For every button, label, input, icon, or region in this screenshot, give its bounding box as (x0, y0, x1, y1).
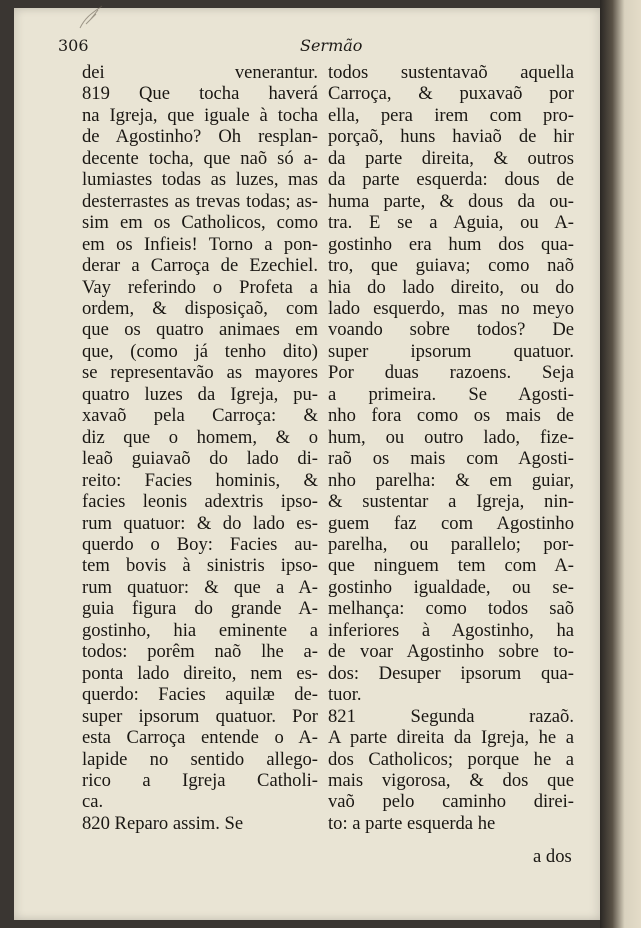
text-line: tra. E se a Aguia, ou A- (328, 212, 574, 234)
text-line: dos: Desuper ipsorum qua- (328, 662, 574, 684)
text-line: gostinho igualdade, ou se- (328, 576, 574, 598)
text-line: super ipsorum quatuor. (328, 340, 574, 362)
text-line: tro, que guiava; como naõ (328, 255, 574, 277)
text-line: sim em os Catholicos, como (82, 212, 318, 234)
text-line: parelha, ou parallelo; por- (328, 533, 574, 555)
text-line: todos: porêm naõ lhe a- (82, 641, 318, 663)
text-line: que os quatro animaes em (82, 319, 318, 341)
text-line: hia do lado direito, ou do (328, 276, 574, 298)
text-line: que, (como já tenho dito) (82, 340, 318, 362)
text-line: 821 Segunda razaõ. (328, 705, 574, 727)
text-line: de voar Agostinho sobre to- (328, 641, 574, 663)
text-line: todos sustentavaõ aquella (328, 62, 574, 83)
text-line: ordem, & disposiçaõ, com (82, 297, 318, 319)
book-spine (600, 0, 641, 928)
text-line: huma parte, & dous da ou- (328, 190, 574, 212)
ink-flourish-mark (76, 2, 106, 32)
text-line: de Agostinho? Oh resplan- (82, 126, 318, 148)
text-line: rum quatuor: & do lado es- (82, 512, 318, 534)
text-line: ella, pera irem com pro- (328, 104, 574, 126)
text-line: em os Infieis! Torno a pon- (82, 233, 318, 255)
text-line: Vay referindo o Profeta a (82, 276, 318, 298)
right-text-column (328, 62, 574, 834)
text-line: se representavão as mayores (82, 362, 318, 384)
text-line: lado esquerdo, mas no meyo (328, 297, 574, 319)
page-number: 306 (58, 36, 89, 55)
text-line: que ninguem tem com A- (328, 555, 574, 577)
text-line: lumiastes todas as luzes, mas (82, 169, 318, 191)
text-line: voando sobre todos? De (328, 319, 574, 341)
text-line: quatro luzes da Igreja, pu- (82, 383, 318, 405)
text-line: tuor. (328, 684, 362, 706)
text-line: rico a Igreja Catholi- (82, 769, 318, 791)
text-line: mais vigorosa, & dos que (328, 769, 574, 791)
text-line: inferiores à Agostinho, ha (328, 619, 574, 641)
text-line: reito: Facies hominis, & (82, 469, 318, 491)
text-line: to: a parte esquerda he (328, 812, 496, 834)
text-line: nho fora como os mais de (328, 405, 574, 427)
text-line: A parte direita da Igreja, he a (328, 727, 574, 749)
text-line: super ipsorum quatuor. Por (82, 705, 318, 727)
text-line: querdo: Facies aquilæ de- (82, 684, 318, 706)
text-line: decente tocha, que naõ só a- (82, 147, 318, 169)
page-header (58, 36, 578, 62)
text-line: dei venerantur. (82, 62, 318, 83)
text-line: ponta lado direito, nem es- (82, 662, 318, 684)
text-line: vaõ pelo caminho direi- (328, 791, 574, 813)
text-line: gostinho era hum dos qua- (328, 233, 574, 255)
text-line: 819 Que tocha haverá (82, 83, 318, 105)
text-line: porçaõ, huns haviaõ de hir (328, 126, 574, 148)
text-line: nho parelha: & em guiar, (328, 469, 574, 491)
text-line: ca. (82, 791, 104, 813)
text-line: 820 Reparo assim. Se (82, 812, 244, 834)
text-line: hum, ou outro lado, fize- (328, 426, 574, 448)
text-line: raõ os mais com Agosti- (328, 448, 574, 470)
text-line: esta Carroça entende o A- (82, 727, 318, 749)
text-line: a primeira. Se Agosti- (328, 383, 574, 405)
running-head: Sermão (300, 36, 363, 55)
text-line: lapide no sentido allego- (82, 748, 318, 770)
text-line: guia figura do grande A- (82, 598, 318, 620)
text-line: Por duas razoens. Seja (328, 362, 574, 384)
catchword: a dos (533, 846, 572, 867)
text-line: tem bovis à sinistris ipso- (82, 555, 318, 577)
text-line: rum quatuor: & que a A- (82, 576, 318, 598)
left-text-column (82, 62, 318, 834)
text-line: & sustentar a Igreja, nin- (328, 491, 574, 513)
text-line: xavaõ pela Carroça: & (82, 405, 318, 427)
text-line: guem faz com Agostinho (328, 512, 574, 534)
text-line: dos Catholicos; porque he a (328, 748, 574, 770)
text-line: querdo o Boy: Facies au- (82, 533, 318, 555)
text-line: leaõ guiavaõ do lado di- (82, 448, 318, 470)
text-line: diz que o homem, & o (82, 426, 318, 448)
text-line: desterrastes as trevas todas; as- (82, 190, 318, 212)
text-line: na Igreja, que iguale à tocha (82, 104, 318, 126)
text-line: da parte esquerda: dous de (328, 169, 574, 191)
text-line: melhança: como todos saõ (328, 598, 574, 620)
text-line: Carroça, & puxavaõ por (328, 83, 574, 105)
text-line: facies leonis adextris ipso- (82, 491, 318, 513)
text-line: da parte direita, & outros (328, 147, 574, 169)
text-line: gostinho, hia eminente a (82, 619, 318, 641)
text-line: derar a Carroça de Ezechiel. (82, 255, 318, 277)
